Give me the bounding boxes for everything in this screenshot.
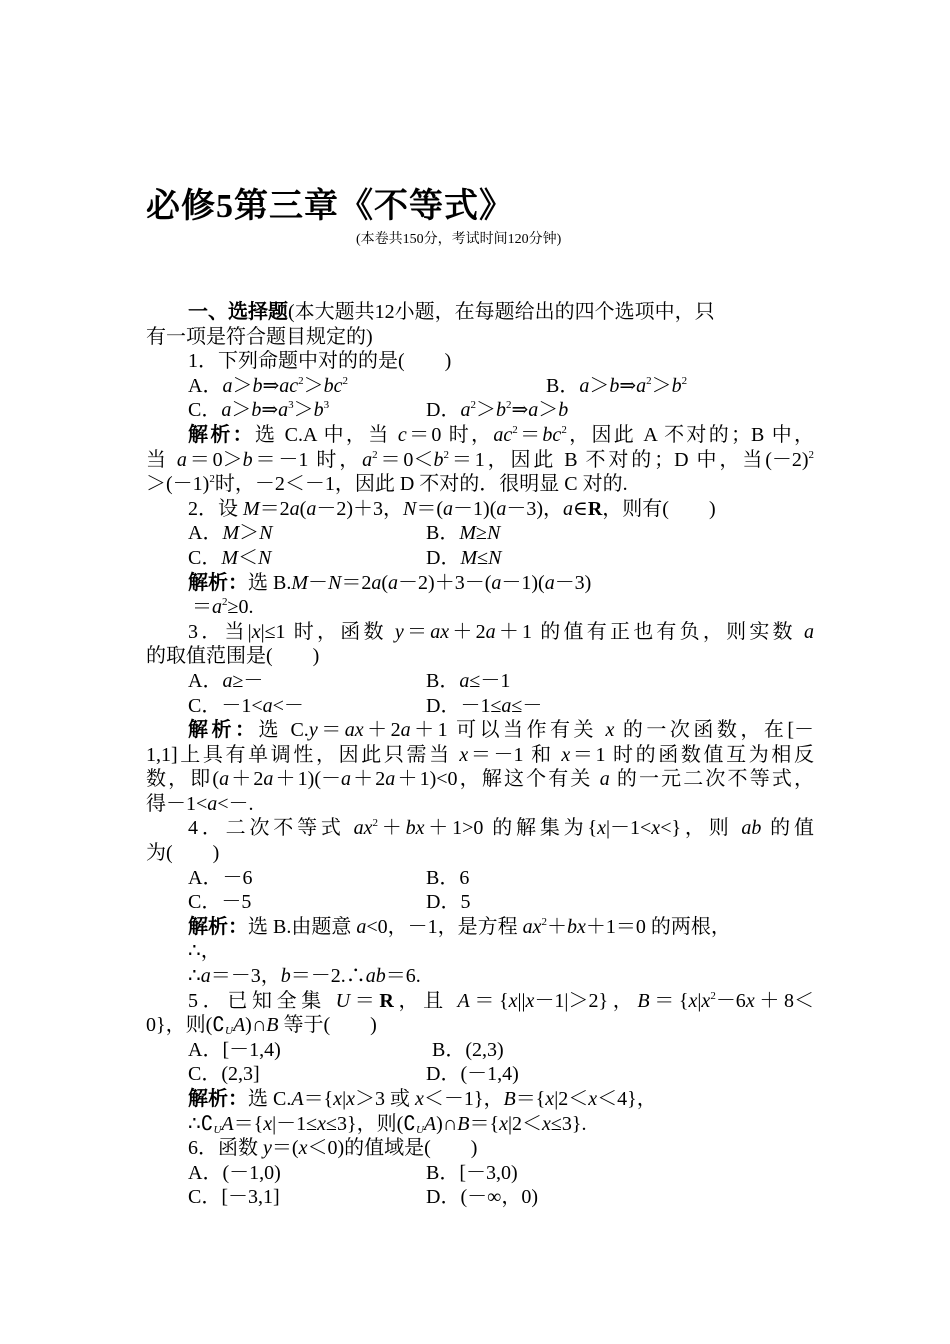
answer-5: 解析：选 C.A＝{x|x＞3 或 x＜－1}，B＝{x|2＜x＜4}，	[188, 1088, 657, 1110]
option-a: A．－6	[188, 866, 253, 889]
answer-2: 解析：选 B.M－N＝2a(a－2)＋3－(a－1)(a－3)	[188, 571, 592, 594]
document-title: 必修5第三章《不等式》	[146, 188, 514, 225]
option-c: C．[－3,1]	[188, 1186, 280, 1209]
document-body: 一、选择题(本大题共12小题，在每题给出的四个选项中，只 有一项是符合题目规定的) 1．下列命题中对的的是( ) A．$a>b\Rightarrow ac^2>bc^2$ B．$a>b\Rightarrow a^2>b^2$ C．$a>b\Rightarrow a^3>b^3$ D．$a^2>b^2\Rightarrow a>b$ 解析：选 C.A 中，当 c＝0 时，$ac^2=bc^2$，因此 A 不对的；B 中， 当 a＝0＞b＝－1 时，$a^2=0<b^2=1$，因此 B 不对的；D 中，当$(-2)^2$ $>(-1)^2$时，－2＜－1，因此 D 不对的．很明显 C 对的. 2．设 M＝2a(a－2)＋3，N＝(a－1)(a－3)，a∈R，则有( ) A．M＞N B．M≥N C．M＜N D．M≤N 解析：选 B.M－N＝2a(a－2)＋3－(a－1)(a－3) $=a^2\ge 0$. 3．当|x|≤1 时，函数 y＝ax＋2a＋1 的值有正也有负，则实数 a 的取值范围是( ) A．a≥－ B．a≤－1 C．－1<a<－ D．－1≤a≤－ 解析：选 C.y＝ax＋2a＋1 可以当作有关 x 的一次函数，在[－ 1,1]上具有单调性，因此只需当 x＝－1 和 x＝1 时的函数值互为相反 数，即(a＋2a＋1)(－a＋2a＋1)<0，解这个有关 a 的一元二次不等式， 得－1<a<－. 4．二次不等式 $ax^2+bx+1>0$ 的解集为{x|－1<x<}，则 ab 的值 为( ) A．－6 B．6 C．－5 D．5 解析：选 B.由题意 a<0，－1，是方程 $ax^2+bx+1=0$ 的两根， ∴， ∴a＝－3，b＝－2.∴ab＝6. 5．已知全集 U＝R，且 A＝{x||x－1|＞2}，$B=\{x|x^2-6x+8<$ 0}，则$(∁_UA)\cap B$ 等于( ) A．[－1,4) B．(2,3) C．(2,3] D．(－1,4) 解析：选 C.A＝{x|x＞3 或 x＜－1}，B＝{x|2＜x＜4}， $\therefore∁_UA=\{x|-1\le x\le 3\}$，则$(∁_UA)\cap B=\{x|2<x\le 3\}$. 6．函数 y＝(x＜0)的值域是( ) A．(－1,0) B．[－3,0) C．[－3,1] D．(－∞，0)	[146, 301, 815, 1209]
option-d: D．M≤N	[426, 546, 502, 569]
option-d: D．5	[426, 891, 471, 914]
option-b: B．6	[426, 866, 470, 889]
option-c: C．$a>b\Rightarrow a^3>b^3$	[188, 399, 330, 422]
question-2: 2．设 M＝2a(a－2)＋3，N＝(a－1)(a－3)，a∈R，则有( )	[188, 497, 716, 520]
option-d: D．－1≤a≤－	[426, 694, 543, 717]
question-5: 5．已知全集 U＝R，且 A＝{x||x－1|＞2}，$B=\{x|x^2-6x+8<$	[188, 989, 815, 1012]
answer-3: 解析：选 C.y＝ax＋2a＋1 可以当作有关 x 的一次函数，在[－	[188, 719, 815, 742]
option-b: B．[－3,0)	[426, 1161, 518, 1184]
option-b: B．$a>b\Rightarrow a^2>b^2$	[546, 374, 688, 397]
option-d: D．(－∞，0)	[426, 1186, 539, 1209]
question-4: 4．二次不等式 $ax^2+bx+1>0$ 的解集为{x|－1<x<}，则 ab 的值	[188, 817, 814, 840]
section-description: (本大题共12小题，在每题给出的四个选项中，只	[288, 301, 715, 323]
option-a: A．(－1,0)	[188, 1161, 281, 1184]
section-title: 一、选择题	[188, 301, 288, 323]
option-d: D．$a^2>b^2\Rightarrow a>b$	[426, 399, 569, 422]
section-heading	[146, 300, 814, 325]
option-d: D．(－1,4)	[426, 1063, 519, 1086]
option-b: B．a≤－1	[426, 669, 511, 692]
option-a: A．M＞N	[188, 522, 273, 545]
option-c: C．－5	[188, 891, 252, 914]
option-a: A．a≥－	[188, 669, 264, 692]
question-1: 1．下列命题中对的的是( )	[188, 350, 452, 373]
section-description-cont: 有一项是符合题目规定的)	[146, 325, 373, 348]
question-3: 3．当|x|≤1 时，函数 y＝ax＋2a＋1 的值有正也有负，则实数 a	[188, 620, 814, 643]
document-subtitle: (本卷共150分，考试时间120分钟)	[356, 232, 562, 247]
option-c: C．－1<a<－	[188, 694, 304, 717]
option-b: B．M≥N	[426, 522, 501, 545]
question-1-options-ab	[146, 374, 814, 399]
option-c: C．M＜N	[188, 546, 272, 569]
option-c: C．(2,3]	[188, 1063, 260, 1086]
option-b: B．(2,3)	[432, 1038, 504, 1061]
answer-1: 解析：选 C.A 中，当 c＝0 时，$ac^2=bc^2$，因此 A 不对的；B 中，	[188, 423, 815, 446]
question-6: 6．函数 y＝(x＜0)的值域是( )	[188, 1137, 478, 1160]
option-a: A．$a>b\Rightarrow ac^2>bc^2$	[188, 374, 348, 397]
answer-4: 解析：选 B.由题意 a<0，－1，是方程 $ax^2+bx+1=0$ 的两根，	[188, 915, 731, 938]
option-a: A．[－1,4)	[188, 1038, 281, 1061]
question-1-options-cd	[146, 398, 814, 423]
